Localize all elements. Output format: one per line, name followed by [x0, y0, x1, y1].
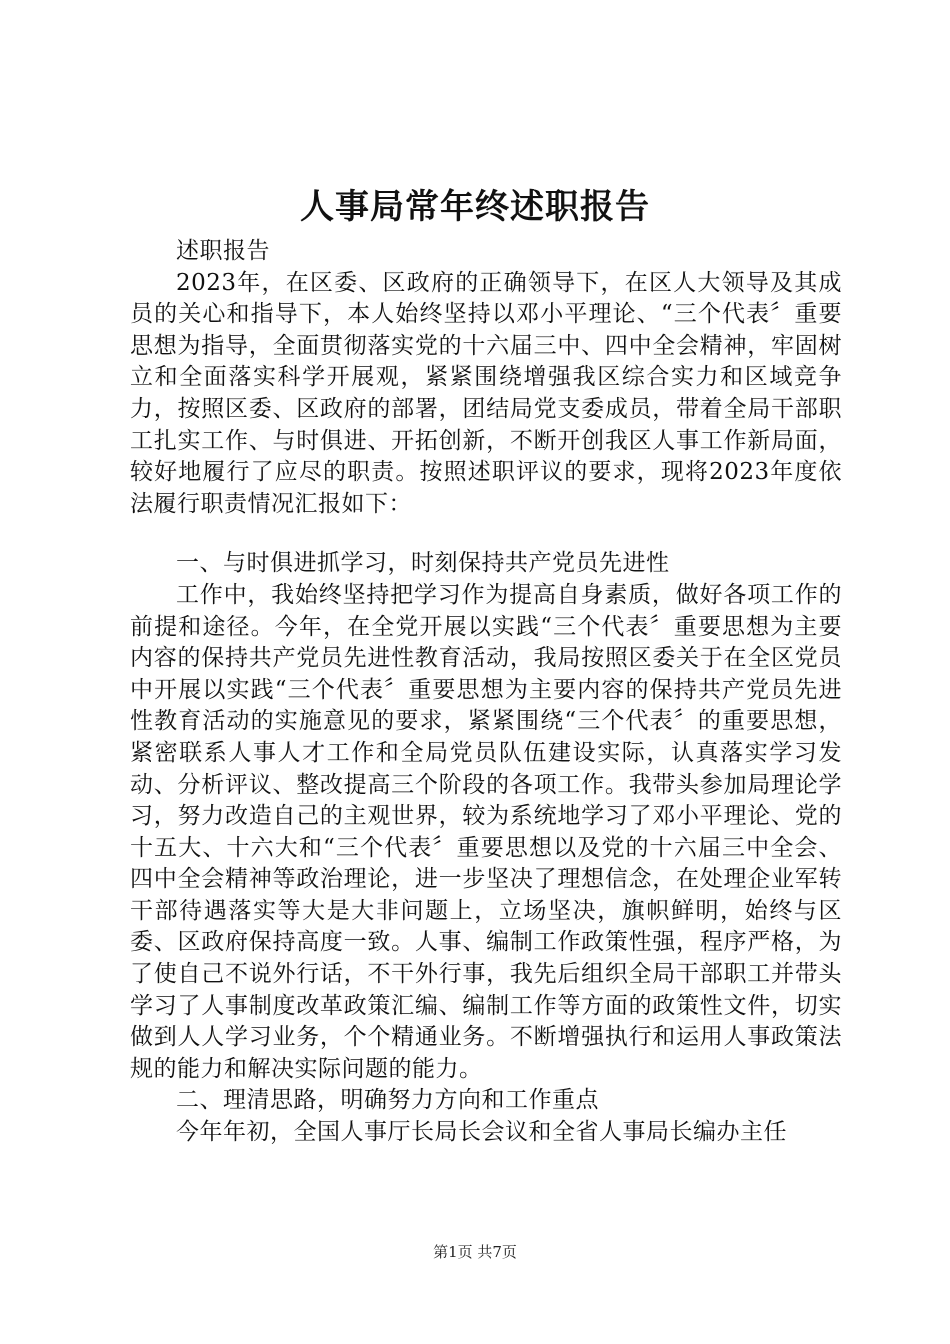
document-title: 人事局常年终述职报告 [300, 187, 650, 227]
paragraph-section-1: 工作中，我始终坚持把学习作为提高自身素质，做好各项工作的前提和途径。今年，在全党开展以实践“三个代表〞重要思想为主要内容的保持共产党员先进性教育活动，我局按照区委关于在全区党员中开展以实践“三个代表〞重要思想为主要内容的保持共产党员先进性教育活动的实施意见的要求，紧紧围绕“三个代表〞的重要思想，紧密联系人事人才工作和全局党员队伍建设实际，认真落实学习发动、分析评议、整改提高三个阶段的各项工作。我带头参加局理论学习，努力改造自己的主观世界，较为系统地学习了邓小平理论、党的十五大、十六大和“三个代表〞重要思想以及党的十六届三中全会、四中全会精神等政治理论，进一步坚决了理想信念，在处理企业军转干部待遇落实等大是大非问题上，立场坚决，旗帜鲜明，始终与区委、区政府保持高度一致。人事、编制工作政策性强，程序严格，为了使自己不说外行话，不干外行事，我先后组织全局干部职工并带头学习了人事制度改革政策汇编、编制工作等方面的政策性文件，切实做到人人学习业务，个个精通业务。不断增强执行和运用人事政策法规的能力和解决实际问题的能力。 [130, 581, 842, 1082]
document-body [130, 236, 842, 1149]
paragraph-section-2: 今年年初，全国人事厅长局长会议和全省人事局长编办主任 [176, 1119, 787, 1146]
paragraph-heading-label: 述职报告 [176, 238, 270, 264]
section-heading-2: 二、理清思路，明确努力方向和工作重点 [176, 1087, 599, 1114]
section-heading-1: 一、与时俱进抓学习，时刻保持共产党员先进性 [176, 550, 670, 577]
page-footer: 第1页 共7页 [433, 1243, 517, 1261]
paragraph-intro: 2023年，在区委、区政府的正确领导下，在区人大领导及其成员的关心和指导下，本人始终坚持以邓小平理论、“三个代表〞重要思想为指导，全面贯彻落实党的十六届三中、四中全会精神，牢固树立和全面落实科学开展观，紧紧围绕增强我区综合实力和区域竞争力，按照区委、区政府的部署，团结局党支委成员，带着全局干部职工扎实工作、与时俱进、开拓创新，不断开创我区人事工作新局面，较好地履行了应尽的职责。按照述职评议的要求，现将2023年度依法履行职责情况汇报如下： [130, 269, 842, 517]
